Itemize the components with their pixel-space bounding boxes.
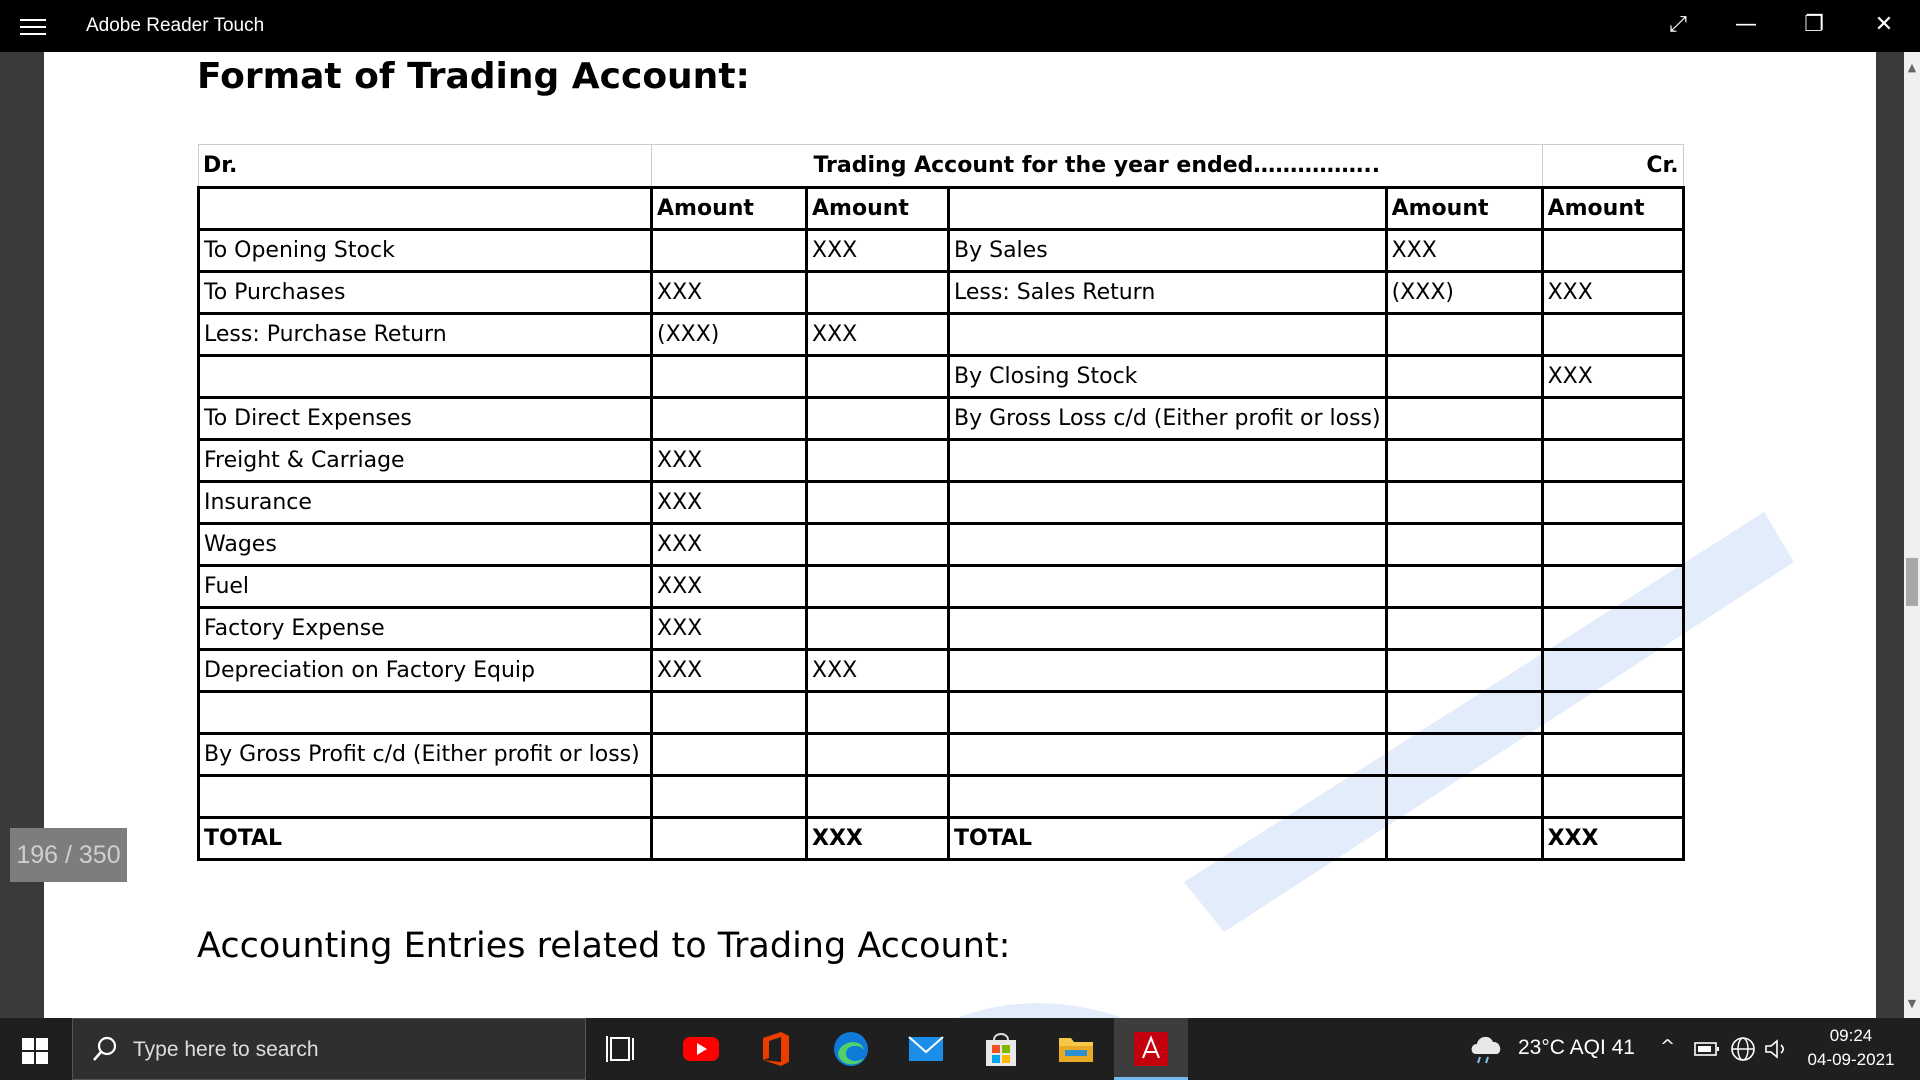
- table-cell: [1386, 440, 1542, 482]
- scroll-up-arrow-icon[interactable]: ▲: [1907, 61, 1917, 74]
- table-cell: By Closing Stock: [949, 356, 1387, 398]
- battery-icon[interactable]: [1694, 1040, 1720, 1058]
- table-cell: Wages: [199, 524, 652, 566]
- total-cell: XXX: [807, 818, 949, 860]
- table-row: [199, 272, 1684, 314]
- close-icon[interactable]: ✕: [1874, 12, 1894, 37]
- table-cell: XXX: [807, 314, 949, 356]
- cr-label: Cr.: [1542, 145, 1683, 188]
- table-cell: [949, 650, 1387, 692]
- document-heading: Format of Trading Account:: [197, 56, 750, 97]
- table-cell: To Opening Stock: [199, 230, 652, 272]
- amount-header: Amount: [807, 188, 949, 230]
- table-cell: [949, 524, 1387, 566]
- table-cell: Less: Purchase Return: [199, 314, 652, 356]
- volume-icon[interactable]: [1764, 1038, 1790, 1060]
- scrollbar-thumb[interactable]: [1906, 558, 1918, 606]
- total-cell: XXX: [1542, 818, 1683, 860]
- table-cell: [807, 608, 949, 650]
- table-cell: Freight & Carriage: [199, 440, 652, 482]
- table-row: [199, 230, 1684, 272]
- dr-label: Dr.: [199, 145, 652, 188]
- table-row: [199, 566, 1684, 608]
- table-cell: [1386, 608, 1542, 650]
- table-cell: [1542, 650, 1683, 692]
- table-cell: XXX: [807, 230, 949, 272]
- table-cell: [807, 776, 949, 818]
- total-cell: [1386, 818, 1542, 860]
- total-cell: TOTAL: [949, 818, 1387, 860]
- table-title: Trading Account for the year ended……………..: [652, 145, 1543, 188]
- table-cell: [1386, 524, 1542, 566]
- file-explorer-icon[interactable]: [1055, 1028, 1097, 1070]
- table-cell: XXX: [652, 608, 807, 650]
- total-row: [199, 818, 1684, 860]
- table-row: [199, 608, 1684, 650]
- table-cell: [807, 734, 949, 776]
- table-body: [199, 230, 1684, 818]
- taskbar: [0, 1018, 1920, 1080]
- table-cell: [807, 272, 949, 314]
- table-cell: [807, 356, 949, 398]
- table-cell: [199, 692, 652, 734]
- table-cell: Less: Sales Return: [949, 272, 1387, 314]
- table-cell: [949, 314, 1387, 356]
- restore-icon[interactable]: ❐: [1804, 12, 1824, 37]
- table-cell: [807, 482, 949, 524]
- table-cell: XXX: [652, 650, 807, 692]
- table-cell: [1386, 314, 1542, 356]
- table-row: [199, 524, 1684, 566]
- trading-account-table: [197, 144, 1685, 861]
- table-cell: By Sales: [949, 230, 1387, 272]
- windows-start-icon[interactable]: [22, 1038, 48, 1064]
- table-cell: (XXX): [1386, 272, 1542, 314]
- table-cell: [1386, 482, 1542, 524]
- table-cell: [1386, 734, 1542, 776]
- table-row: [199, 776, 1684, 818]
- table-cell: [949, 440, 1387, 482]
- scroll-down-arrow-icon[interactable]: ▼: [1907, 997, 1917, 1010]
- header-cell: [199, 188, 652, 230]
- right-gutter: [1876, 52, 1904, 1018]
- title-bar: [0, 0, 1920, 52]
- amount-header: Amount: [1542, 188, 1683, 230]
- table-cell: XXX: [652, 440, 807, 482]
- table-cell: XXX: [652, 566, 807, 608]
- table-caption-row: [199, 145, 1684, 188]
- document-subheading: Accounting Entries related to Trading Account:: [197, 926, 1011, 966]
- table-cell: [807, 524, 949, 566]
- table-cell: [652, 356, 807, 398]
- weather-icon[interactable]: [1468, 1030, 1506, 1066]
- table-row: [199, 650, 1684, 692]
- table-cell: [1542, 398, 1683, 440]
- table-cell: [652, 692, 807, 734]
- table-cell: [949, 692, 1387, 734]
- document-page[interactable]: [44, 52, 1876, 1018]
- table-cell: [807, 692, 949, 734]
- table-cell: XXX: [652, 482, 807, 524]
- table-header-row: [199, 188, 1684, 230]
- system-clock[interactable]: [1796, 1024, 1906, 1072]
- table-cell: Depreciation on Factory Equip: [199, 650, 652, 692]
- table-cell: XXX: [1386, 230, 1542, 272]
- table-cell: [949, 734, 1387, 776]
- table-cell: [807, 566, 949, 608]
- table-row: [199, 398, 1684, 440]
- table-cell: (XXX): [652, 314, 807, 356]
- table-cell: [1386, 566, 1542, 608]
- task-view-icon[interactable]: [602, 1028, 644, 1070]
- table-cell: [1542, 230, 1683, 272]
- table-row: [199, 734, 1684, 776]
- edge-icon[interactable]: [830, 1028, 872, 1070]
- table-cell: [807, 398, 949, 440]
- weather-text[interactable]: 23°C AQI 41: [1518, 1036, 1635, 1059]
- total-cell: [652, 818, 807, 860]
- vertical-scrollbar[interactable]: [1904, 52, 1920, 1018]
- table-cell: Insurance: [199, 482, 652, 524]
- amount-header: Amount: [1386, 188, 1542, 230]
- table-cell: [1386, 356, 1542, 398]
- table-cell: XXX: [652, 524, 807, 566]
- table-cell: By Gross Profit c/d (Either profit or loss): [199, 734, 652, 776]
- table-cell: [949, 482, 1387, 524]
- table-row: [199, 356, 1684, 398]
- table-row: [199, 314, 1684, 356]
- table-cell: Fuel: [199, 566, 652, 608]
- table-cell: [199, 356, 652, 398]
- network-icon[interactable]: [1730, 1036, 1756, 1062]
- table-cell: [1542, 482, 1683, 524]
- total-cell: TOTAL: [199, 818, 652, 860]
- table-cell: [199, 776, 652, 818]
- table-cell: [949, 566, 1387, 608]
- table-row: [199, 440, 1684, 482]
- table-cell: [1542, 524, 1683, 566]
- clock-time: 09:24: [1829, 1026, 1873, 1045]
- header-cell: [949, 188, 1387, 230]
- table-cell: [1386, 398, 1542, 440]
- table-cell: [1386, 692, 1542, 734]
- table-cell: [1542, 314, 1683, 356]
- amount-header: Amount: [652, 188, 807, 230]
- hamburger-menu-icon[interactable]: [20, 14, 46, 38]
- minimize-icon[interactable]: —: [1735, 12, 1757, 37]
- taskbar-search-box[interactable]: [72, 1018, 586, 1080]
- table-cell: [652, 734, 807, 776]
- adobe-reader-icon[interactable]: [1130, 1028, 1172, 1070]
- table-cell: [1542, 692, 1683, 734]
- search-icon: [91, 1035, 119, 1063]
- clock-date: 04-09-2021: [1807, 1050, 1895, 1069]
- table-cell: [807, 440, 949, 482]
- table-cell: [652, 230, 807, 272]
- page-counter[interactable]: 196 / 350: [10, 828, 127, 882]
- youtube-icon[interactable]: [680, 1028, 722, 1070]
- table-cell: Factory Expense: [199, 608, 652, 650]
- chevron-up-icon[interactable]: ^: [1660, 1036, 1676, 1057]
- table-cell: [1542, 776, 1683, 818]
- table-cell: [1542, 440, 1683, 482]
- table-cell: [652, 398, 807, 440]
- table-cell: XXX: [1542, 356, 1683, 398]
- table-cell: [1386, 650, 1542, 692]
- table-row: [199, 482, 1684, 524]
- table-cell: XXX: [1542, 272, 1683, 314]
- table-cell: [1386, 776, 1542, 818]
- store-icon[interactable]: [980, 1028, 1022, 1070]
- app-title: Adobe Reader Touch: [86, 15, 265, 36]
- table-cell: [949, 776, 1387, 818]
- search-placeholder: Type here to search: [133, 1038, 319, 1061]
- office-icon[interactable]: [755, 1028, 797, 1070]
- table-cell: [652, 776, 807, 818]
- mail-icon[interactable]: [905, 1028, 947, 1070]
- fullscreen-icon[interactable]: ⤢: [1669, 12, 1687, 37]
- table-cell: [949, 608, 1387, 650]
- table-cell: [1542, 734, 1683, 776]
- table-cell: To Direct Expenses: [199, 398, 652, 440]
- table-row: [199, 692, 1684, 734]
- table-cell: XXX: [807, 650, 949, 692]
- table-cell: To Purchases: [199, 272, 652, 314]
- table-cell: By Gross Loss c/d (Either profit or loss): [949, 398, 1387, 440]
- table-cell: [1542, 608, 1683, 650]
- table-cell: [1542, 566, 1683, 608]
- table-cell: XXX: [652, 272, 807, 314]
